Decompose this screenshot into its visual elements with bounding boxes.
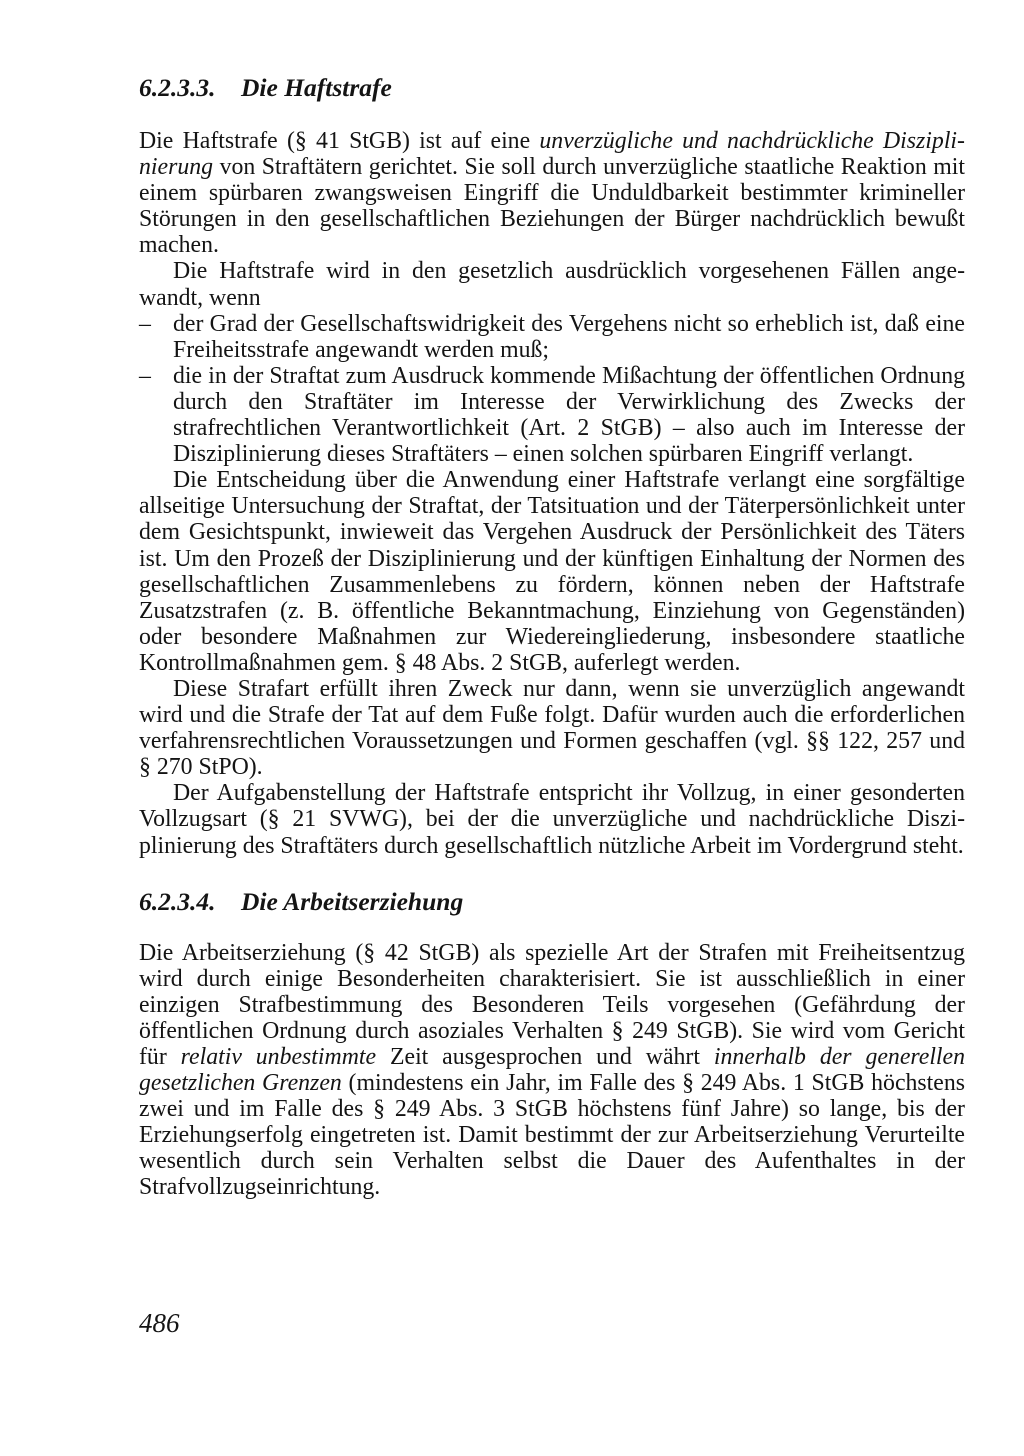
list-item-text: die in der Straftat zum Ausdruck kommende Mißachtung der öffentlichen Ordnung durch den Straftäter im Interesse der Verwirklichung des Zwecks der strafrechtlichen Verantwortlichkeit (Art. 2 StGB) – also auch im Interesse der Disziplinierung dieses Straftäters – einen solchen spürbaren Eingriff verlangt. (173, 362, 965, 468)
section-title: Die Arbeitserziehung (241, 886, 464, 916)
list-item (139, 363, 965, 467)
paragraph (139, 128, 965, 258)
paragraph (139, 940, 965, 1201)
paragraph: Die Entscheidung über die Anwendung einer Haftstrafe verlangt eine sorgfältige allseitige Untersuchung der Straftat, der Tatsituation und der Täterpersönlichkeit unter dem Gesichtspunkt, inwieweit das Vergehen Ausdruck der Persönlichkeit des Täters ist. Um den Prozeß der Disziplinierung und der künftigen Einhaltung der Normen des gesellschaftlichen Zusammenlebens zu fördern, können neben der Haftstrafe Zusatzstrafen (z. B. öffentliche Bekanntmachung, Einziehung von Gegenständen) oder besondere Maßnahmen zur Wiedereingliederung, insbesondere staatliche Kontrollmaßnahmen gem. § 48 Abs. 2 StGB, auferlegt werden. (139, 467, 965, 676)
text-run: Die Arbeitserziehung (§ 42 StGB) als spezielle Art der Strafen mit Freiheitsentzug wird durch einige Besonderheiten charakterisiert. Sie ist ausschließlich in einer einzigen Strafbestimmung des Besonderen Teils vorgesehen (Gefährdung der öffentlichen Ordnung durch asoziales Verhalten § 249 StGB). Sie wird vom Gericht für (139, 939, 965, 1070)
emphasis-text: innerhalb der generellen gesetzlichen Grenzen (139, 1044, 966, 1097)
list-item-text: der Grad der Gesellschaftswidrigkeit des Vergehens nicht so erheblich ist, daß eine Freiheitsstrafe angewandt werden muß; (173, 310, 965, 363)
page-body (139, 72, 965, 1201)
emphasis-text: relativ unbestimmte (180, 1044, 377, 1070)
section-heading-haftstrafe (139, 72, 965, 104)
paragraph: Diese Strafart erfüllt ihren Zweck nur dann, wenn sie unverzüglich angewandt wird und die Strafe der Tat auf dem Fuße folgt. Dafür wurden auch die erforderlichen verfahrensrechtlichen Voraussetzungen und Formen geschaffen (vgl. §§ 122, 257 und § 270 StPO). (139, 675, 965, 781)
dash-list (139, 311, 965, 468)
page-number: 486 (139, 1308, 180, 1338)
text-run: Die Haftstrafe (§ 41 StGB) ist auf eine (139, 128, 540, 154)
section-title: Die Haftstrafe (241, 73, 392, 102)
list-item (139, 311, 965, 363)
paragraph: Der Aufgabenstellung der Haftstrafe entspricht ihr Vollzug, in einer gesonderten Vollzugsart (§ 21 SVWG), bei der die unverzügliche und nachdrückliche Disziplinierung des Straftäters durch gesellschaftlich nützliche Arbeit im Vordergrund steht. (139, 780, 965, 859)
dash-bullet: – (139, 362, 151, 389)
section-heading-arbeitserziehung (139, 886, 965, 918)
section-number: 6.2.3.3. (139, 73, 216, 102)
section-number: 6.2.3.4. (139, 886, 216, 916)
dash-bullet: – (139, 310, 151, 337)
text-run: Zeit ausgesprochen und währt (376, 1044, 714, 1070)
text-run: (mindestens ein Jahr, im Falle des § 249 Abs. 1 StGB höchstens zwei und im Falle des § 249 Abs. 3 StGB höchstens fünf Jahre) so lange, bis der Erziehungserfolg eingetreten ist. Damit bestimmt der zur Arbeitserziehung Verurteilte wesentlich durch sein Verhalten selbst die Dauer des Aufenthaltes in der Strafvollzugseinrichtung. (139, 1070, 966, 1201)
emphasis-text: unverzügliche und nachdrückliche Disziplinierung (139, 128, 965, 181)
paragraph: Die Haftstrafe wird in den gesetzlich ausdrücklich vorgesehenen Fällen angewandt, wenn (139, 258, 965, 311)
text-run: von Straftätern gerichtet. Sie soll durch unverzügliche staatliche Reaktion mit einem spürbaren zwangsweisen Eingriff die Unduldbarkeit bestimmter krimineller Störungen in den gesellschaftlichen Beziehungen der Bürger nachdrücklich bewußt machen. (139, 154, 965, 259)
